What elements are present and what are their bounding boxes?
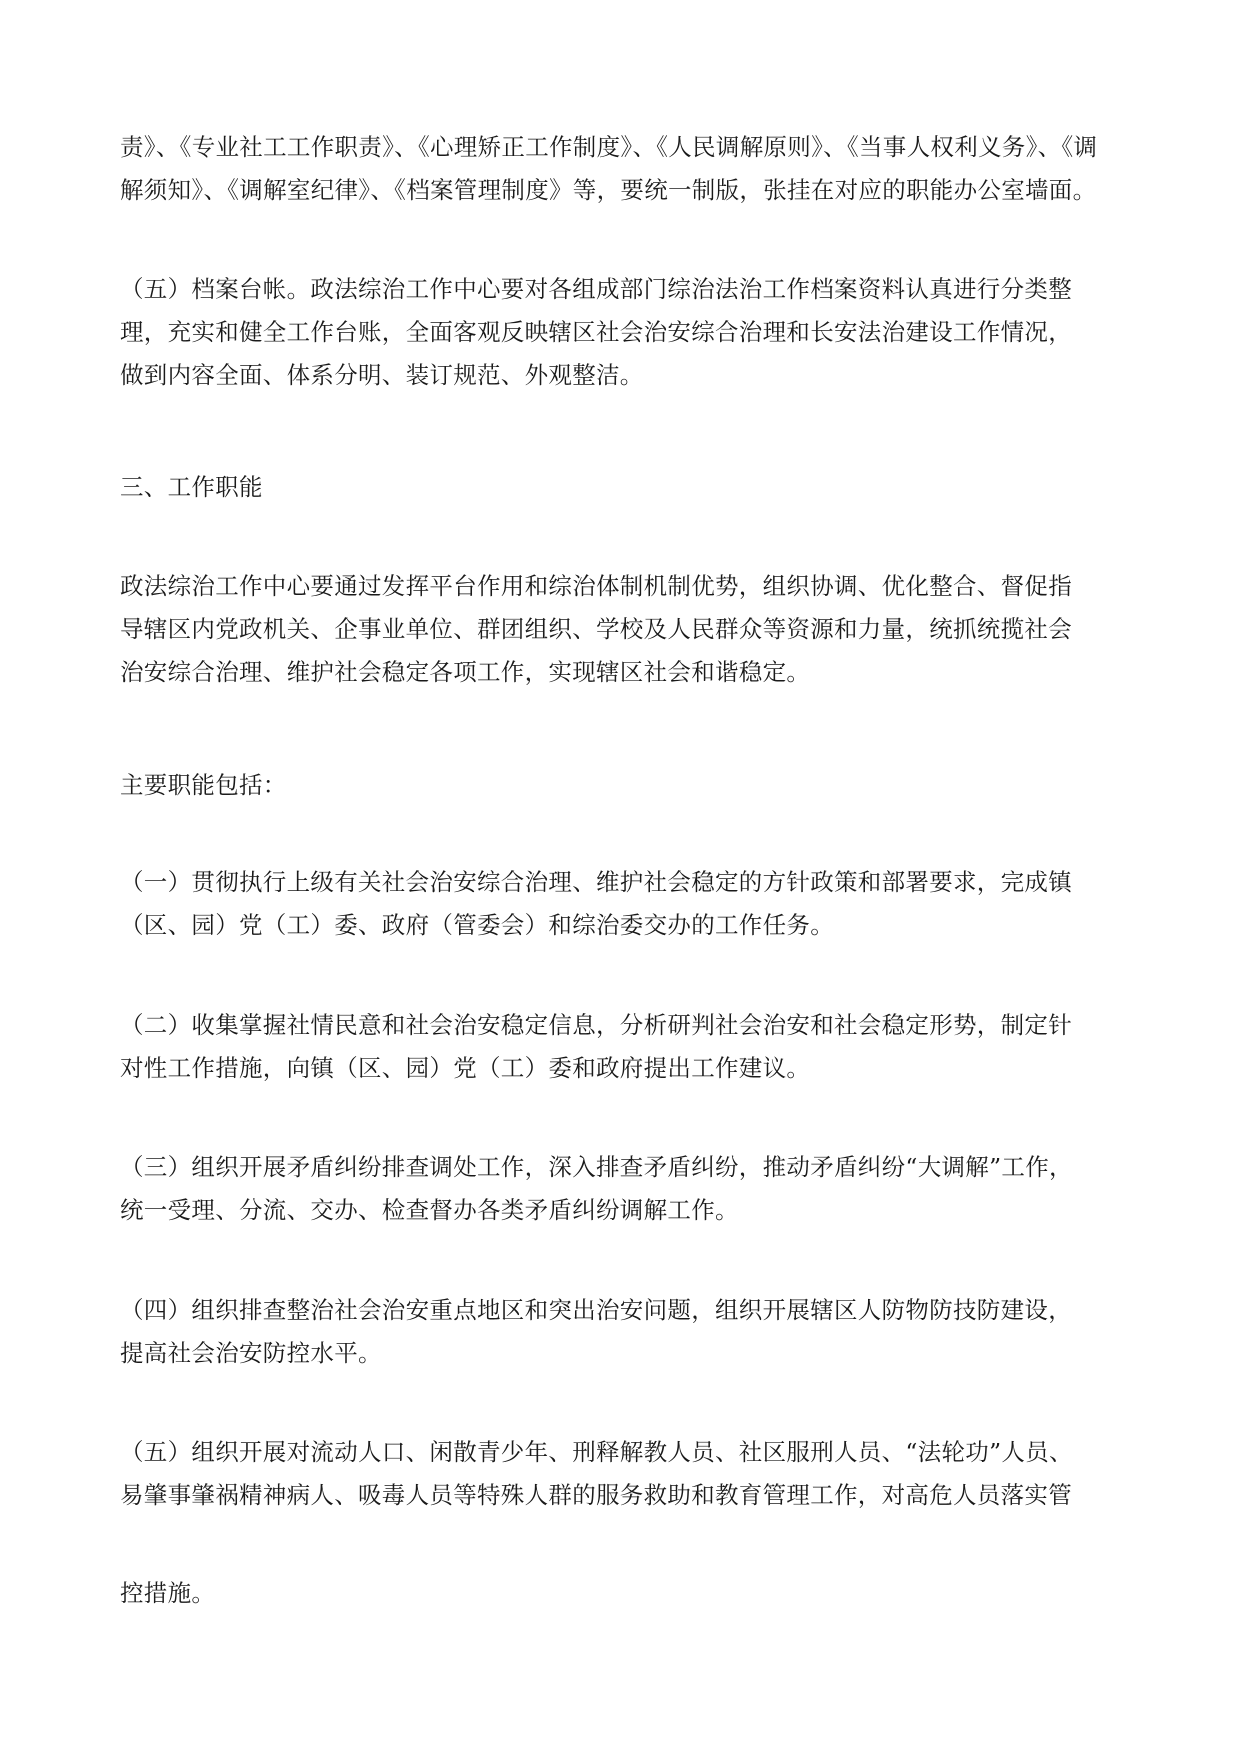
text-line: 责》、《专业社工工作职责》、《心理矫正工作制度》、《人民调解原则》、《当事人权利义务》、《调	[120, 133, 1098, 161]
heading-line: 三、工作职能	[120, 473, 263, 501]
text-line: 理，充实和健全工作台账，全面客观反映辖区社会治安综合治理和长安法治建设工作情况，	[120, 318, 1072, 346]
paragraph-6	[120, 1004, 1130, 1090]
paragraph-2	[120, 268, 1130, 397]
text-line: 治安综合治理、维护社会稳定各项工作，实现辖区社会和谐稳定。	[120, 658, 811, 686]
text-line: （四）组织排查整治社会治安重点地区和突出治安问题，组织开展辖区人防物防技防建设，	[120, 1296, 1072, 1324]
paragraph-3	[120, 565, 1130, 694]
paragraph-7	[120, 1146, 1130, 1232]
text-line: 导辖区内党政机关、企事业单位、群团组织、学校及人民群众等资源和力量，统抓统揽社会	[120, 615, 1072, 643]
text-line: 解须知》、《调解室纪律》、《档案管理制度》等，要统一制版，张挂在对应的职能办公室墙面。	[120, 176, 1097, 204]
paragraph-9	[120, 1431, 1130, 1517]
text-line: 做到内容全面、体系分明、装订规范、外观整洁。	[120, 361, 644, 389]
text-line: （五）档案台帐。政法综治工作中心要对各组成部门综治法治工作档案资料认真进行分类整	[120, 275, 1072, 303]
text-line: （区、园）党（工）委、政府（管委会）和综治委交办的工作任务。	[120, 911, 834, 939]
text-line: 对性工作措施，向镇（区、园）党（工）委和政府提出工作建议。	[120, 1054, 811, 1082]
text-line: 统一受理、分流、交办、检查督办各类矛盾纠纷调解工作。	[120, 1196, 739, 1224]
text-line: （一）贯彻执行上级有关社会治安综合治理、维护社会稳定的方针政策和部署要求，完成镇	[120, 868, 1072, 896]
paragraph-5	[120, 861, 1130, 947]
paragraph-8	[120, 1289, 1130, 1375]
paragraph-4	[120, 764, 1130, 807]
section-heading	[120, 466, 1130, 509]
paragraph-9-tail-line: 控措施。	[120, 1579, 216, 1607]
text-line: （二）收集掌握社情民意和社会治安稳定信息，分析研判社会治安和社会稳定形势，制定针	[120, 1011, 1072, 1039]
text-line: 主要职能包括：	[120, 771, 287, 799]
text-line: （五）组织开展对流动人口、闲散青少年、刑释解教人员、社区服刑人员、“法轮功”人员、	[120, 1438, 1073, 1466]
text-line: 易肇事肇祸精神病人、吸毒人员等特殊人群的服务救助和教育管理工作，对高危人员落实管	[120, 1481, 1072, 1509]
text-line: 政法综治工作中心要通过发挥平台作用和综治体制机制优势，组织协调、优化整合、督促指	[120, 572, 1072, 600]
text-line: （三）组织开展矛盾纠纷排查调处工作，深入排查矛盾纠纷，推动矛盾纠纷“大调解”工作，	[120, 1153, 1073, 1181]
paragraph-1	[120, 126, 1130, 212]
text-line: 提高社会治安防控水平。	[120, 1339, 382, 1367]
